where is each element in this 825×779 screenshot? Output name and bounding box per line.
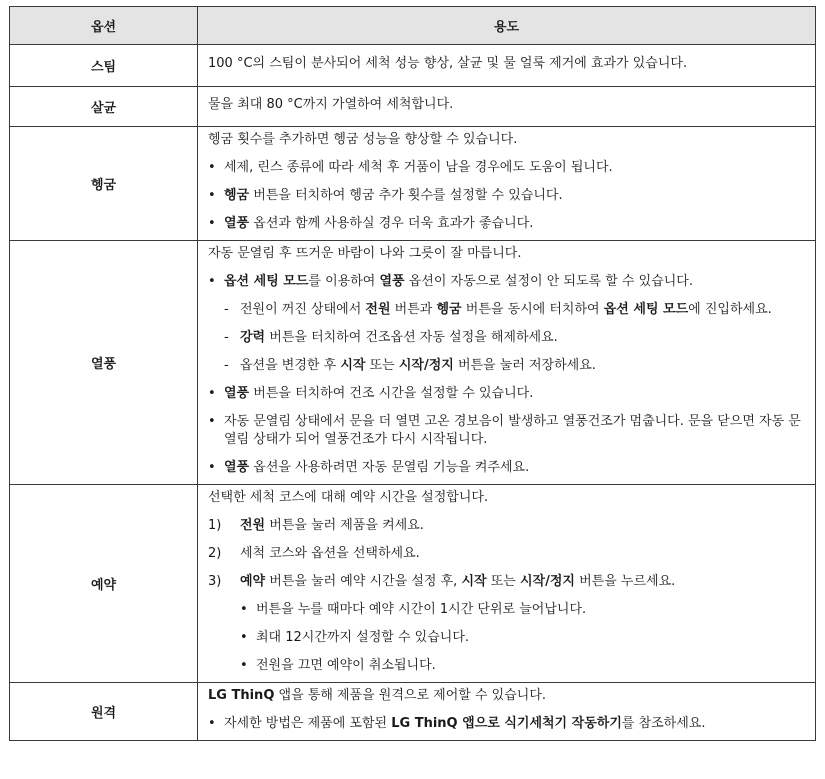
list-item: - 전원이 꺼진 상태에서 전원 버튼과 헹굼 버튼을 동시에 터치하여 옵션 세팅 모드에 진입하세요. <box>224 302 772 317</box>
sterilize-text: 물을 최대 80 °C까지 가열하여 세척합니다. <box>208 97 454 112</box>
list-item: • 옵션 세팅 모드를 이용하여 열풍 옵션이 자동으로 설정이 안 되도록 할 수 있습니다. <box>208 274 693 289</box>
bold-term: 예약 <box>240 574 266 589</box>
list-item: • 헹굼 버튼을 터치하여 헹굼 추가 횟수를 설정할 수 있습니다. <box>208 188 563 203</box>
reserve-intro: 선택한 세척 코스에 대해 예약 시간을 설정합니다. <box>208 490 489 505</box>
rinse-bullet-1: 세제, 린스 종류에 따라 세척 후 거품이 남을 경우에도 도움이 됩니다. <box>224 160 613 175</box>
list-item: • 열풍 옵션을 사용하려면 자동 문열림 기능을 켜주세요. <box>208 460 530 475</box>
list-item: - 옵션을 변경한 후 시작 또는 시작/정지 버튼을 눌러 저장하세요. <box>224 358 596 373</box>
row-reserve <box>10 485 816 683</box>
bold-term: 시작/정지 <box>519 574 575 589</box>
list-item: 3) 예약 버튼을 눌러 예약 시간을 설정 후, 시작 또는 시작/정지 버튼을 누르세요. <box>208 574 676 589</box>
remote-intro: LG ThinQ 앱을 통해 제품을 원격으로 제어할 수 있습니다. <box>208 688 547 703</box>
purpose-sterilize <box>198 87 816 127</box>
option-name-hotair: 열풍 <box>10 241 198 485</box>
bullet-marker: • <box>208 274 216 289</box>
row-sterilize <box>10 87 816 127</box>
row-steam <box>10 45 816 87</box>
purpose-reserve <box>198 485 816 683</box>
dash-marker: - <box>224 302 229 317</box>
purpose-steam <box>198 45 816 87</box>
bold-term: 옵션 세팅 모드 <box>224 274 309 289</box>
list-item: 1) 전원 버튼을 눌러 제품을 켜세요. <box>208 518 424 533</box>
rinse-intro: 헹굼 횟수를 추가하면 헹굼 성능을 향상할 수 있습니다. <box>208 132 518 147</box>
list-item: 2) 세척 코스와 옵션을 선택하세요. <box>208 546 420 561</box>
list-item: • 전원을 끄면 예약이 취소됩니다. <box>240 658 436 673</box>
bullet-marker: • <box>208 414 216 429</box>
list-item: • 자세한 방법은 제품에 포함된 LG ThinQ 앱으로 식기세척기 작동하기를 참조하세요. <box>208 716 706 731</box>
bullet-marker: • <box>208 716 216 731</box>
bullet-marker: • <box>240 602 248 617</box>
row-remote <box>10 683 816 741</box>
list-item: - 강력 버튼을 터치하여 건조옵션 자동 설정을 해제하세요. <box>224 330 558 345</box>
dash-marker: - <box>224 330 229 345</box>
bold-term: 헹굼 <box>224 188 250 203</box>
header-purpose: 용도 <box>198 7 816 45</box>
option-name-reserve: 예약 <box>10 485 198 683</box>
bold-term: 옵션 세팅 모드 <box>603 302 689 317</box>
row-hotair <box>10 241 816 485</box>
bullet-marker: • <box>240 630 248 645</box>
options-table <box>9 6 816 741</box>
hotair-bullet-3: 자동 문열림 상태에서 문을 더 열면 고온 경보음이 발생하고 열풍건조가 멈춥니다. 문을 닫으면 자동 문열림 상태가 되어 열풍건조가 다시 시작됩니다. <box>224 414 801 447</box>
bullet-marker: • <box>208 160 216 175</box>
bullet-marker: • <box>208 216 216 231</box>
option-name-rinse: 헹굼 <box>10 127 198 241</box>
purpose-rinse <box>198 127 816 241</box>
list-item: • 버튼을 누를 때마다 예약 시간이 1시간 단위로 늘어납니다. <box>240 602 587 617</box>
step-number: 2) <box>208 546 222 561</box>
option-name-sterilize: 살균 <box>10 87 198 127</box>
list-item: • 최대 12시간까지 설정할 수 있습니다. <box>240 630 470 645</box>
steam-text: 100 °C의 스팀이 분사되어 세척 성능 향상, 살균 및 물 얼룩 제거에 효과가 있습니다. <box>208 56 688 71</box>
bold-term: 열풍 <box>224 216 250 231</box>
bold-term: 시작/정지 <box>398 358 454 373</box>
purpose-hotair <box>198 241 816 485</box>
table-header-row <box>10 7 816 45</box>
step-number: 3) <box>208 574 222 589</box>
bold-term: 열풍 <box>224 386 250 401</box>
row-rinse <box>10 127 816 241</box>
dash-marker: - <box>224 358 229 373</box>
bullet-marker: • <box>208 460 216 475</box>
bold-term: 헹굼 <box>436 302 462 317</box>
header-option: 옵션 <box>10 7 198 45</box>
bold-term: LG ThinQ <box>208 688 275 703</box>
list-item: • 열풍 버튼을 터치하여 건조 시간을 설정할 수 있습니다. <box>208 386 534 401</box>
list-item <box>208 159 805 177</box>
bold-term: 시작 <box>461 574 487 589</box>
option-name-remote: 원격 <box>10 683 198 741</box>
bold-term: LG ThinQ 앱으로 식기세척기 작동하기 <box>391 716 622 731</box>
bold-term: 열풍 <box>224 460 250 475</box>
bullet-marker: • <box>208 188 216 203</box>
hotair-intro: 자동 문열림 후 뜨거운 바람이 나와 그릇이 잘 마릅니다. <box>208 246 522 261</box>
list-item: • 열풍 옵션과 함께 사용하실 경우 더욱 효과가 좋습니다. <box>208 216 534 231</box>
bullet-marker: • <box>208 386 216 401</box>
purpose-remote <box>198 683 816 741</box>
bold-term: 열풍 <box>379 274 405 289</box>
bold-term: 시작 <box>340 358 366 373</box>
bold-term: 전원 <box>365 302 391 317</box>
bold-term: 강력 <box>240 330 266 345</box>
bullet-marker: • <box>240 658 248 673</box>
step-number: 1) <box>208 518 222 533</box>
list-item <box>208 413 805 449</box>
option-name-steam: 스팀 <box>10 45 198 87</box>
bold-term: 전원 <box>240 518 266 533</box>
